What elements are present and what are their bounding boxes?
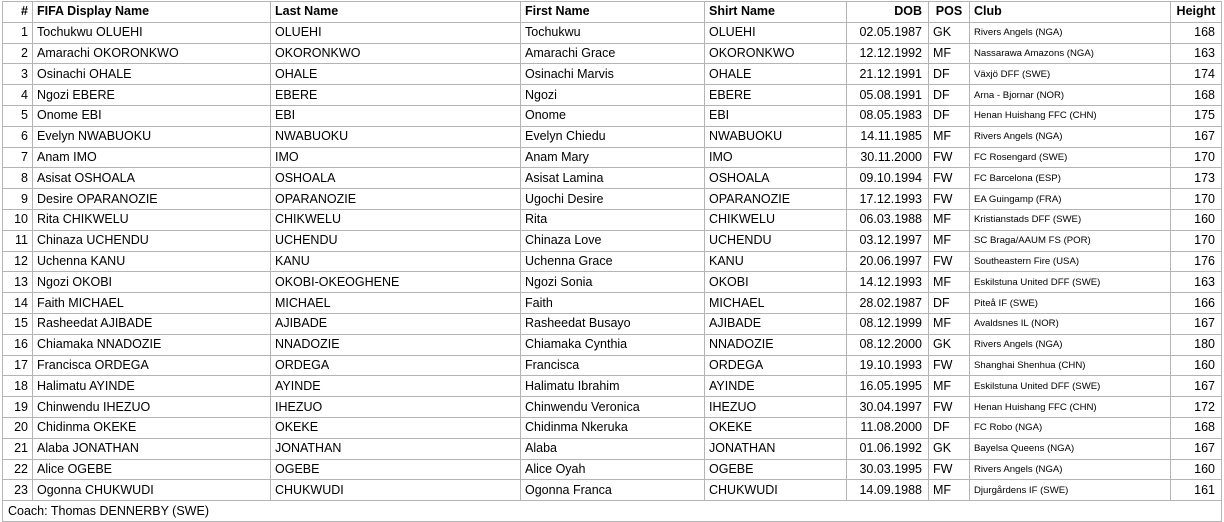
player-number: 18: [3, 376, 33, 397]
player-first-name: Ngozi Sonia: [521, 272, 705, 293]
player-display-name: Anam IMO: [33, 147, 271, 168]
squad-roster-table: [2, 1, 1222, 522]
player-first-name: Ngozi: [521, 85, 705, 106]
player-number: 10: [3, 209, 33, 230]
player-shirt-name: CHUKWUDI: [705, 480, 847, 501]
player-first-name: Ugochi Desire: [521, 189, 705, 210]
player-shirt-name: EBI: [705, 105, 847, 126]
player-club: Arna - Bjornar (NOR): [970, 85, 1171, 106]
player-display-name: Osinachi OHALE: [33, 64, 271, 85]
player-height: 167: [1171, 126, 1222, 147]
player-last-name: OLUEHI: [271, 22, 521, 43]
player-last-name: CHUKWUDI: [271, 480, 521, 501]
player-position: MF: [929, 272, 970, 293]
player-shirt-name: NWABUOKU: [705, 126, 847, 147]
table-row: [3, 459, 1222, 480]
table-row: [3, 251, 1222, 272]
player-height: 166: [1171, 293, 1222, 314]
player-club: FC Robo (NGA): [970, 417, 1171, 438]
player-last-name: OGEBE: [271, 459, 521, 480]
player-display-name: Francisca ORDEGA: [33, 355, 271, 376]
player-height: 168: [1171, 22, 1222, 43]
player-dob: 08.05.1983: [847, 105, 929, 126]
player-display-name: Alice OGEBE: [33, 459, 271, 480]
player-shirt-name: KANU: [705, 251, 847, 272]
player-number: 17: [3, 355, 33, 376]
player-last-name: OSHOALA: [271, 168, 521, 189]
table-row: [3, 126, 1222, 147]
player-last-name: IHEZUO: [271, 397, 521, 418]
player-number: 19: [3, 397, 33, 418]
player-number: 1: [3, 22, 33, 43]
player-shirt-name: ORDEGA: [705, 355, 847, 376]
player-height: 167: [1171, 376, 1222, 397]
coach-row: [3, 501, 1222, 522]
table-row: [3, 313, 1222, 334]
player-number: 7: [3, 147, 33, 168]
player-position: DF: [929, 105, 970, 126]
player-height: 160: [1171, 209, 1222, 230]
player-first-name: Tochukwu: [521, 22, 705, 43]
player-display-name: Halimatu AYINDE: [33, 376, 271, 397]
player-position: DF: [929, 64, 970, 85]
table-row: [3, 22, 1222, 43]
player-last-name: AYINDE: [271, 376, 521, 397]
player-display-name: Ngozi EBERE: [33, 85, 271, 106]
player-position: MF: [929, 209, 970, 230]
player-shirt-name: CHIKWELU: [705, 209, 847, 230]
player-number: 5: [3, 105, 33, 126]
player-position: DF: [929, 417, 970, 438]
player-dob: 12.12.1992: [847, 43, 929, 64]
player-first-name: Chiamaka Cynthia: [521, 334, 705, 355]
roster-body: [3, 22, 1222, 500]
player-dob: 20.06.1997: [847, 251, 929, 272]
player-display-name: Faith MICHAEL: [33, 293, 271, 314]
player-position: FW: [929, 147, 970, 168]
player-number: 16: [3, 334, 33, 355]
player-club: Henan Huishang FFC (CHN): [970, 105, 1171, 126]
player-first-name: Chidinma Nkeruka: [521, 417, 705, 438]
player-first-name: Alaba: [521, 438, 705, 459]
player-position: GK: [929, 22, 970, 43]
player-last-name: KANU: [271, 251, 521, 272]
player-display-name: Chiamaka NNADOZIE: [33, 334, 271, 355]
player-display-name: Chidinma OKEKE: [33, 417, 271, 438]
player-club: Kristianstads DFF (SWE): [970, 209, 1171, 230]
player-position: MF: [929, 43, 970, 64]
player-position: GK: [929, 334, 970, 355]
player-dob: 03.12.1997: [847, 230, 929, 251]
coach-label: Coach: Thomas DENNERBY (SWE): [3, 501, 1222, 522]
player-club: Southeastern Fire (USA): [970, 251, 1171, 272]
player-shirt-name: MICHAEL: [705, 293, 847, 314]
player-height: 163: [1171, 272, 1222, 293]
player-club: Växjö DFF (SWE): [970, 64, 1171, 85]
player-height: 168: [1171, 85, 1222, 106]
player-dob: 08.12.2000: [847, 334, 929, 355]
player-last-name: NWABUOKU: [271, 126, 521, 147]
table-row: [3, 209, 1222, 230]
player-shirt-name: OHALE: [705, 64, 847, 85]
player-first-name: Rasheedat Busayo: [521, 313, 705, 334]
table-row: [3, 189, 1222, 210]
player-position: MF: [929, 126, 970, 147]
player-number: 8: [3, 168, 33, 189]
player-dob: 02.05.1987: [847, 22, 929, 43]
player-first-name: Rita: [521, 209, 705, 230]
player-first-name: Onome: [521, 105, 705, 126]
player-last-name: OHALE: [271, 64, 521, 85]
player-last-name: AJIBADE: [271, 313, 521, 334]
player-display-name: Evelyn NWABUOKU: [33, 126, 271, 147]
player-last-name: ORDEGA: [271, 355, 521, 376]
player-height: 167: [1171, 438, 1222, 459]
player-shirt-name: OKORONKWO: [705, 43, 847, 64]
player-first-name: Halimatu Ibrahim: [521, 376, 705, 397]
player-display-name: Amarachi OKORONKWO: [33, 43, 271, 64]
table-row: [3, 397, 1222, 418]
player-last-name: OKOBI-OKEOGHENE: [271, 272, 521, 293]
player-last-name: OPARANOZIE: [271, 189, 521, 210]
player-position: DF: [929, 293, 970, 314]
player-position: FW: [929, 355, 970, 376]
header-pos: POS: [929, 2, 970, 23]
player-club: Rivers Angels (NGA): [970, 22, 1171, 43]
player-club: Rivers Angels (NGA): [970, 459, 1171, 480]
player-position: FW: [929, 189, 970, 210]
player-shirt-name: OGEBE: [705, 459, 847, 480]
player-number: 22: [3, 459, 33, 480]
table-header-row: [3, 2, 1222, 23]
table-row: [3, 64, 1222, 85]
player-display-name: Tochukwu OLUEHI: [33, 22, 271, 43]
player-position: FW: [929, 168, 970, 189]
player-last-name: IMO: [271, 147, 521, 168]
table-row: [3, 105, 1222, 126]
table-row: [3, 43, 1222, 64]
player-last-name: NNADOZIE: [271, 334, 521, 355]
player-display-name: Chinaza UCHENDU: [33, 230, 271, 251]
table-row: [3, 334, 1222, 355]
player-number: 14: [3, 293, 33, 314]
player-height: 173: [1171, 168, 1222, 189]
player-dob: 14.12.1993: [847, 272, 929, 293]
player-last-name: MICHAEL: [271, 293, 521, 314]
player-shirt-name: OSHOALA: [705, 168, 847, 189]
player-shirt-name: AJIBADE: [705, 313, 847, 334]
player-display-name: Alaba JONATHAN: [33, 438, 271, 459]
player-shirt-name: AYINDE: [705, 376, 847, 397]
player-last-name: CHIKWELU: [271, 209, 521, 230]
player-position: GK: [929, 438, 970, 459]
player-dob: 17.12.1993: [847, 189, 929, 210]
player-dob: 16.05.1995: [847, 376, 929, 397]
player-position: MF: [929, 313, 970, 334]
player-height: 180: [1171, 334, 1222, 355]
header-fifa-display-name: FIFA Display Name: [33, 2, 271, 23]
player-club: SC Braga/AAUM FS (POR): [970, 230, 1171, 251]
player-display-name: Rita CHIKWELU: [33, 209, 271, 230]
player-shirt-name: JONATHAN: [705, 438, 847, 459]
player-position: MF: [929, 376, 970, 397]
player-club: Piteå IF (SWE): [970, 293, 1171, 314]
player-first-name: Alice Oyah: [521, 459, 705, 480]
player-display-name: Onome EBI: [33, 105, 271, 126]
player-dob: 08.12.1999: [847, 313, 929, 334]
player-club: Avaldsnes IL (NOR): [970, 313, 1171, 334]
player-first-name: Uchenna Grace: [521, 251, 705, 272]
table-row: [3, 355, 1222, 376]
table-row: [3, 85, 1222, 106]
player-height: 175: [1171, 105, 1222, 126]
player-club: Djurgårdens IF (SWE): [970, 480, 1171, 501]
table-row: [3, 480, 1222, 501]
player-shirt-name: IMO: [705, 147, 847, 168]
player-number: 12: [3, 251, 33, 272]
table-row: [3, 376, 1222, 397]
player-display-name: Ogonna CHUKWUDI: [33, 480, 271, 501]
header-first-name: First Name: [521, 2, 705, 23]
player-display-name: Ngozi OKOBI: [33, 272, 271, 293]
player-club: EA Guingamp (FRA): [970, 189, 1171, 210]
player-dob: 30.03.1995: [847, 459, 929, 480]
player-club: Nassarawa Amazons (NGA): [970, 43, 1171, 64]
player-dob: 21.12.1991: [847, 64, 929, 85]
player-number: 3: [3, 64, 33, 85]
player-height: 170: [1171, 189, 1222, 210]
player-dob: 14.09.1988: [847, 480, 929, 501]
player-first-name: Asisat Lamina: [521, 168, 705, 189]
player-number: 9: [3, 189, 33, 210]
player-first-name: Chinaza Love: [521, 230, 705, 251]
table-row: [3, 417, 1222, 438]
player-club: Bayelsa Queens (NGA): [970, 438, 1171, 459]
player-dob: 01.06.1992: [847, 438, 929, 459]
player-position: FW: [929, 459, 970, 480]
table-row: [3, 272, 1222, 293]
player-position: FW: [929, 397, 970, 418]
player-dob: 28.02.1987: [847, 293, 929, 314]
table-row: [3, 168, 1222, 189]
player-shirt-name: NNADOZIE: [705, 334, 847, 355]
player-number: 23: [3, 480, 33, 501]
player-last-name: EBERE: [271, 85, 521, 106]
player-shirt-name: OKEKE: [705, 417, 847, 438]
player-number: 6: [3, 126, 33, 147]
player-height: 160: [1171, 355, 1222, 376]
header-club: Club: [970, 2, 1171, 23]
player-first-name: Chinwendu Veronica: [521, 397, 705, 418]
player-shirt-name: OPARANOZIE: [705, 189, 847, 210]
player-height: 176: [1171, 251, 1222, 272]
header-shirt-name: Shirt Name: [705, 2, 847, 23]
player-dob: 05.08.1991: [847, 85, 929, 106]
player-height: 167: [1171, 313, 1222, 334]
player-last-name: OKORONKWO: [271, 43, 521, 64]
player-shirt-name: OKOBI: [705, 272, 847, 293]
player-first-name: Francisca: [521, 355, 705, 376]
player-number: 15: [3, 313, 33, 334]
player-dob: 09.10.1994: [847, 168, 929, 189]
player-club: Eskilstuna United DFF (SWE): [970, 272, 1171, 293]
player-position: DF: [929, 85, 970, 106]
player-display-name: Desire OPARANOZIE: [33, 189, 271, 210]
player-club: Rivers Angels (NGA): [970, 126, 1171, 147]
player-number: 20: [3, 417, 33, 438]
player-club: FC Rosengard (SWE): [970, 147, 1171, 168]
player-first-name: Amarachi Grace: [521, 43, 705, 64]
player-number: 2: [3, 43, 33, 64]
player-first-name: Osinachi Marvis: [521, 64, 705, 85]
player-first-name: Faith: [521, 293, 705, 314]
player-number: 4: [3, 85, 33, 106]
player-dob: 11.08.2000: [847, 417, 929, 438]
player-number: 13: [3, 272, 33, 293]
player-number: 11: [3, 230, 33, 251]
player-dob: 30.11.2000: [847, 147, 929, 168]
table-row: [3, 293, 1222, 314]
player-height: 174: [1171, 64, 1222, 85]
player-shirt-name: IHEZUO: [705, 397, 847, 418]
player-dob: 19.10.1993: [847, 355, 929, 376]
table-row: [3, 230, 1222, 251]
player-last-name: OKEKE: [271, 417, 521, 438]
player-height: 170: [1171, 230, 1222, 251]
player-last-name: UCHENDU: [271, 230, 521, 251]
header-number: #: [3, 2, 33, 23]
player-dob: 30.04.1997: [847, 397, 929, 418]
player-shirt-name: OLUEHI: [705, 22, 847, 43]
player-position: MF: [929, 230, 970, 251]
player-dob: 06.03.1988: [847, 209, 929, 230]
player-height: 160: [1171, 459, 1222, 480]
player-club: Eskilstuna United DFF (SWE): [970, 376, 1171, 397]
player-position: MF: [929, 480, 970, 501]
player-number: 21: [3, 438, 33, 459]
player-club: Shanghai Shenhua (CHN): [970, 355, 1171, 376]
player-display-name: Asisat OSHOALA: [33, 168, 271, 189]
player-display-name: Uchenna KANU: [33, 251, 271, 272]
player-height: 161: [1171, 480, 1222, 501]
player-height: 163: [1171, 43, 1222, 64]
header-height: Height: [1171, 2, 1222, 23]
header-last-name: Last Name: [271, 2, 521, 23]
player-shirt-name: EBERE: [705, 85, 847, 106]
player-first-name: Evelyn Chiedu: [521, 126, 705, 147]
player-position: FW: [929, 251, 970, 272]
player-height: 170: [1171, 147, 1222, 168]
player-club: FC Barcelona (ESP): [970, 168, 1171, 189]
table-row: [3, 438, 1222, 459]
player-shirt-name: UCHENDU: [705, 230, 847, 251]
player-display-name: Rasheedat AJIBADE: [33, 313, 271, 334]
player-club: Rivers Angels (NGA): [970, 334, 1171, 355]
player-first-name: Anam Mary: [521, 147, 705, 168]
player-last-name: EBI: [271, 105, 521, 126]
player-dob: 14.11.1985: [847, 126, 929, 147]
player-last-name: JONATHAN: [271, 438, 521, 459]
player-first-name: Ogonna Franca: [521, 480, 705, 501]
header-dob: DOB: [847, 2, 929, 23]
player-height: 168: [1171, 417, 1222, 438]
player-display-name: Chinwendu IHEZUO: [33, 397, 271, 418]
player-club: Henan Huishang FFC (CHN): [970, 397, 1171, 418]
table-row: [3, 147, 1222, 168]
player-height: 172: [1171, 397, 1222, 418]
